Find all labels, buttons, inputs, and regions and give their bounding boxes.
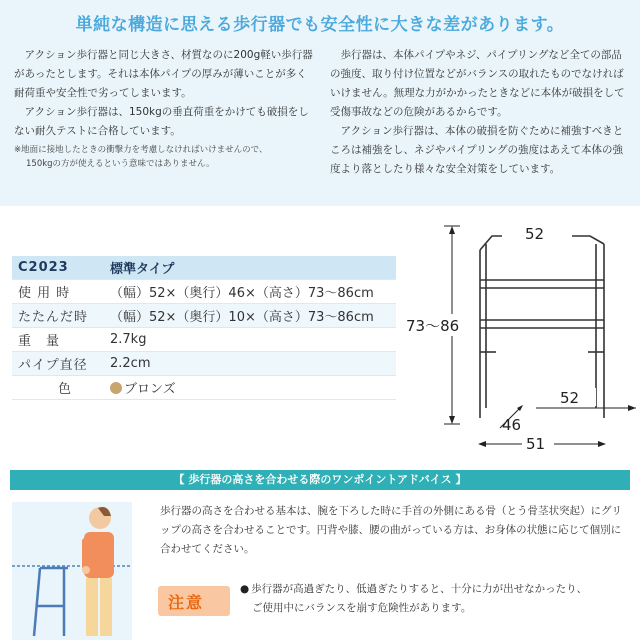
- arrow-right-icon: [628, 405, 636, 411]
- spec-table: [12, 256, 396, 400]
- advice-band: 【 歩行器の高さを合わせる際のワンポイントアドバイス 】: [10, 470, 630, 490]
- caution-line-2: ご使用中にバランスを崩す危険性があります。: [252, 602, 472, 614]
- person-hand: [82, 566, 90, 574]
- spec-label: たたんだ時: [18, 310, 89, 325]
- spec-color-value-wrap: [110, 378, 396, 397]
- caution-label: 注意: [168, 593, 205, 612]
- arrow-right-icon: [598, 441, 606, 447]
- top-width-label: 52: [525, 225, 545, 243]
- spec-color-label: 色: [58, 382, 73, 397]
- spec-header-row: [12, 256, 396, 280]
- footnote-line-2: 150kgの方が使えるという意味ではありません。: [26, 159, 215, 169]
- caution-badge: [158, 586, 230, 616]
- spec-row-color: [12, 376, 396, 400]
- spec-value: （幅）52×（奥行）10×（高さ）73～86cm: [110, 310, 374, 325]
- advice-text: [160, 502, 630, 559]
- color-swatch-icon: [110, 382, 122, 394]
- arrow-left-icon: [478, 441, 486, 447]
- bottom-width-label: 51: [526, 435, 546, 453]
- right-column: [330, 46, 630, 179]
- person-arm: [82, 538, 90, 570]
- person-leg-right: [100, 578, 112, 636]
- person-with-walker-illustration: [12, 502, 132, 640]
- spec-value: 2.7kg: [110, 332, 147, 347]
- caution-line-1: 歩行器が高過ぎたり、低過ぎたりすると、十分に力が出せなかったり、: [251, 583, 588, 595]
- spec-row: [12, 304, 396, 328]
- spec-color-value: ブロンズ: [124, 382, 176, 397]
- right-paragraph-1: 歩行器は、本体パイプやネジ、パイプリングなど全ての部品の強度、取り付け位置などがバランスの取れたものでなければいけません。無理な力がかかったときなどに本体が破損をして受傷事故などの危険があるからです。: [330, 49, 625, 118]
- height-label: 73～86: [406, 317, 460, 335]
- bullet-icon: ●: [240, 583, 250, 595]
- spec-row: [12, 328, 396, 352]
- side-width-label: 52: [560, 389, 580, 407]
- spec-row: [12, 352, 396, 376]
- spec-value: （幅）52×（奥行）46×（高さ）73～86cm: [110, 286, 374, 301]
- spec-label: 使 用 時: [18, 286, 71, 301]
- arrow-up-icon: [449, 226, 455, 234]
- right-paragraph-2: アクション歩行器は、本体の破損を防ぐために補強すべきところは補強をし、ネジやパイプリングの強度はあえて本体の強度より落としたり様々な安全対策をしています。: [330, 125, 624, 175]
- footnote-line-1: ※地面に接地したときの衝撃力を考慮しなければいけませんので、: [14, 145, 268, 155]
- spec-label: 重 量: [18, 334, 61, 349]
- spec-label: パイプ直径: [18, 358, 88, 373]
- spec-value: 2.2cm: [110, 356, 151, 371]
- walker-illustration: [34, 568, 68, 636]
- depth-label: 46: [502, 416, 522, 434]
- person-leg-left: [86, 578, 98, 636]
- arrow-down-icon: [449, 416, 455, 424]
- spec-row: [12, 280, 396, 304]
- spec-model: C2023: [18, 260, 69, 275]
- left-paragraph-2: アクション歩行器は、150kgの垂直荷重をかけても破損をしない耐久テストに合格しています。: [14, 106, 309, 137]
- left-paragraph-1: アクション歩行器と同じ大きさ、材質なのに200g軽い歩行器があったとします。それは本体パイプの厚みが薄いことが多く耐荷重や安全性で劣ってしまいます。: [14, 49, 313, 99]
- headline: 単純な構造に思える歩行器でも安全性に大きな差があります。: [75, 15, 565, 35]
- intro-section: [0, 0, 640, 206]
- walker-dimension-diagram: [400, 222, 640, 462]
- caution-text: [240, 580, 632, 618]
- left-column: [14, 46, 316, 171]
- advice-paragraph: 歩行器の高さを合わせる基本は、腕を下ろした時に手首の外側にある骨（とう骨茎状突起）にグリップの高さを合わせることです。円背や膝、腰の曲がっている方は、お身体の状態に応じて個別に合わせてください。: [160, 505, 622, 555]
- footnote: [14, 143, 316, 171]
- spec-type: 標準タイプ: [110, 262, 175, 277]
